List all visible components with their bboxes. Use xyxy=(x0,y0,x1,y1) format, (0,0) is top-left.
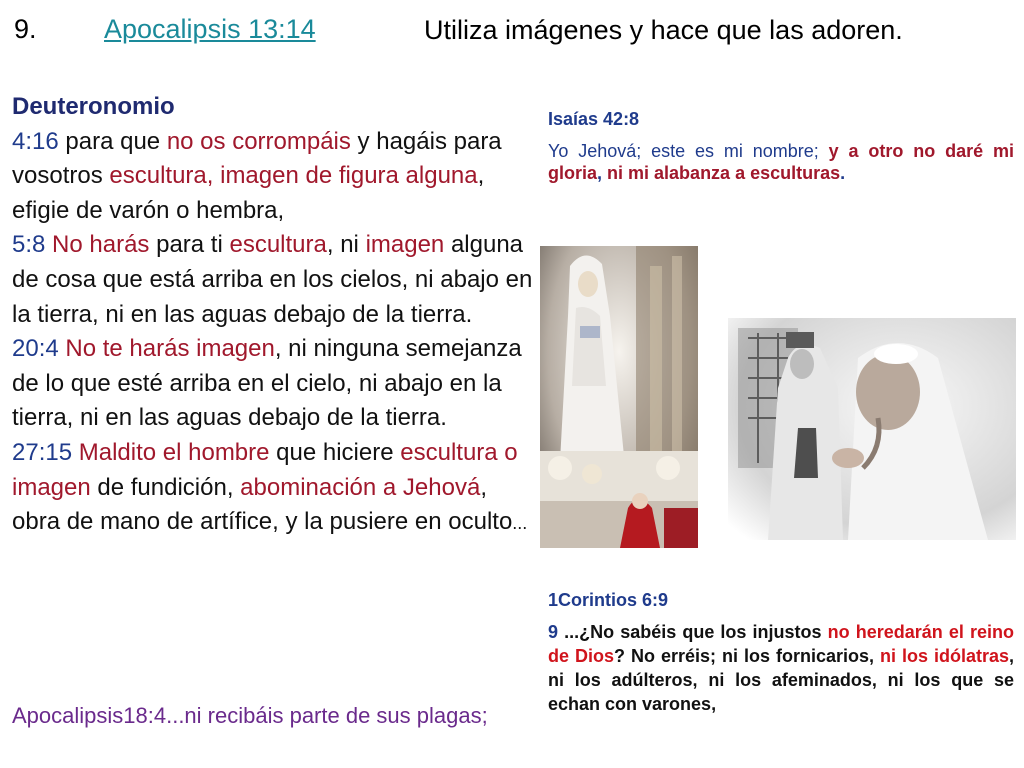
apocalipsis-18-4: Apocalipsis18:4...ni recibáis parte de sus plagas; xyxy=(12,703,488,728)
deuteronomio-block xyxy=(12,90,537,541)
verse-27-15 xyxy=(12,436,537,541)
verse-highlight: escultura xyxy=(229,231,327,259)
verse-highlight: ni mi alabanza a esculturas xyxy=(607,163,841,183)
corintios-ref: 1Corintios 6:9 xyxy=(548,590,669,610)
verse-text xyxy=(72,439,79,466)
verse-highlight: no os corrompáis xyxy=(166,127,351,155)
verse-highlight: ni los idólatras xyxy=(879,646,1009,666)
verse-text: , ni ninguna semejanza de lo que esté arriba en el cielo, ni abajo en la tierra, ni en las aguas debajo de la tierra. xyxy=(12,335,522,432)
verse-text: ... xyxy=(512,513,528,534)
verse-highlight: No te harás imagen xyxy=(65,335,275,363)
verse-text: , ni xyxy=(326,231,366,259)
verse-ref: 5:8 xyxy=(12,231,46,259)
verse-text: y hagáis para vosotros xyxy=(12,127,502,190)
verse-highlight: imagen de figura alguna xyxy=(220,162,478,190)
verse-text: que hiciere xyxy=(269,438,401,466)
corintios-text xyxy=(548,620,1014,716)
slide-number: 9. xyxy=(14,14,37,44)
verse-highlight: no heredarán el reino de Dios xyxy=(548,622,1014,666)
verse-5-8 xyxy=(12,228,537,332)
verse-text: , obra de mano de artífice, y la pusiere en oculto xyxy=(12,473,513,536)
verse-text: ...¿No sabéis que los injustos xyxy=(558,622,828,642)
verse-text: , ni los adúlteros, ni los afeminados, ni los que se echan con varones, xyxy=(548,646,1015,714)
verse-number: 9 xyxy=(548,622,559,642)
slide-title: Utiliza imágenes y hace que las adoren. xyxy=(424,15,903,45)
verse-text: para que xyxy=(58,127,167,155)
verse-text: . xyxy=(840,163,846,183)
deuteronomio-heading: Deuteronomio xyxy=(12,93,175,120)
verse-highlight: No harás xyxy=(52,231,150,259)
title-link[interactable]: Apocalipsis 13:14 xyxy=(104,14,316,44)
verse-ref: 20:4 xyxy=(12,335,59,363)
verse-ref: 4:16 xyxy=(12,127,59,155)
corintios-block xyxy=(548,588,1014,716)
verse-ref: 27:15 xyxy=(12,438,73,466)
verse-highlight: escultura o imagen xyxy=(12,438,518,501)
verse-20-4 xyxy=(12,332,537,436)
verse-highlight: abominación a Jehová xyxy=(240,473,481,501)
verse-4-16 xyxy=(12,125,537,229)
verse-text: alguna de cosa que está arriba en los cielos, ni abajo en la tierra, ni en las aguas debajo de la tierra. xyxy=(12,231,533,328)
verse-highlight: y a otro no daré mi gloria xyxy=(548,141,1014,183)
verse-highlight: escultura, xyxy=(109,162,214,190)
verse-highlight: Maldito el hombre xyxy=(78,438,270,466)
isaias-block xyxy=(548,108,1014,184)
pope-photo xyxy=(728,318,1016,540)
verse-text: , xyxy=(597,163,608,183)
verse-text: para ti xyxy=(149,231,230,259)
statue-photo xyxy=(540,246,698,548)
verse-text: ? No erréis; ni los fornicarios, xyxy=(614,646,880,666)
isaias-ref: Isaías 42:8 xyxy=(548,109,640,129)
verse-text: , efigie de varón o hembra, xyxy=(12,162,485,224)
verse-highlight: imagen xyxy=(365,231,445,259)
isaias-text xyxy=(548,140,1014,184)
verse-text: Yo Jehová; este es mi nombre; xyxy=(548,141,829,161)
verse-text: de fundición, xyxy=(90,473,241,501)
